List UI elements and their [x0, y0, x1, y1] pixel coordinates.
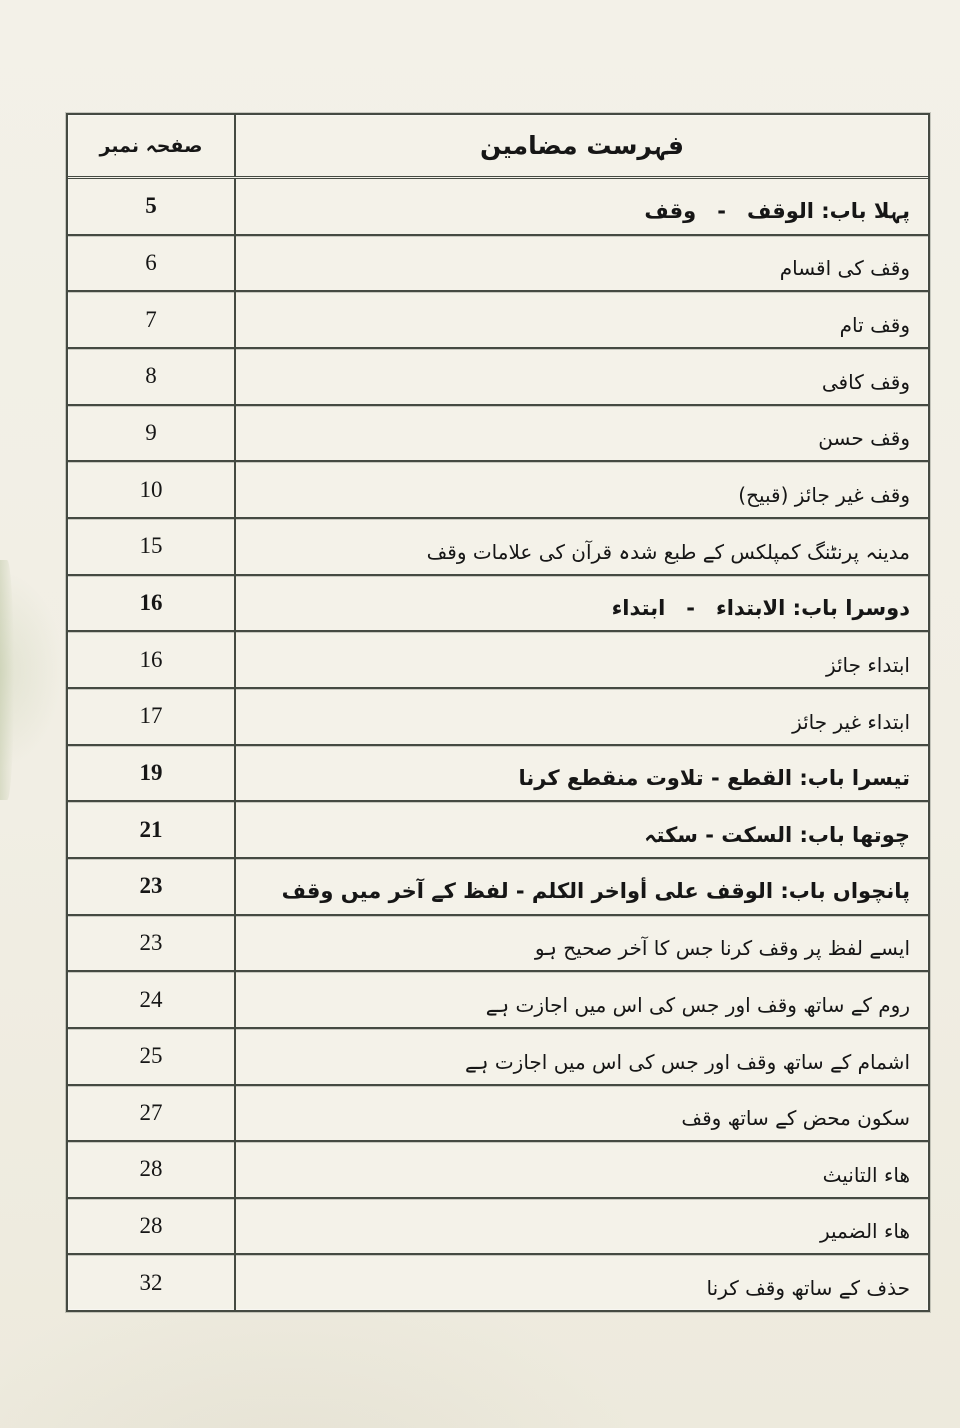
toc-page-number: 21 [68, 802, 236, 857]
toc-page-number: 10 [68, 462, 236, 517]
toc-page-number: 28 [68, 1142, 236, 1197]
toc-page-number: 17 [68, 689, 236, 744]
toc-page-number: 6 [68, 236, 236, 291]
toc-row [68, 406, 928, 463]
toc-entry-title: ھاء الضمیر [819, 1219, 910, 1244]
toc-row [68, 462, 928, 519]
toc-row [68, 1199, 928, 1256]
toc-entry-title: پانچواں باب: الوقف علی أواخر الکلم - لفظ کے آخر میں وقف [281, 879, 910, 904]
toc-row [68, 916, 928, 973]
toc-entry-title: ھاء التانیث [822, 1162, 910, 1187]
toc-page-number: 25 [68, 1029, 236, 1084]
toc-row [68, 292, 928, 349]
toc-row [68, 1029, 928, 1086]
contents-header-label: فہرست مضامین [479, 131, 684, 160]
toc-row [68, 519, 928, 576]
toc-row [68, 1086, 928, 1143]
toc-row [68, 236, 928, 293]
toc-row [68, 859, 928, 916]
toc-page-number: 16 [68, 576, 236, 631]
toc-rows [68, 179, 928, 1310]
toc-header-row [68, 115, 928, 179]
toc-row [68, 349, 928, 406]
toc-page-number: 32 [68, 1255, 236, 1310]
toc-row [68, 746, 928, 803]
toc-page-number: 8 [68, 349, 236, 404]
toc-page-number: 19 [68, 746, 236, 801]
toc-row [68, 576, 928, 633]
toc-entry-title: چوتھا باب: السکت - سکتہ [644, 822, 910, 847]
toc-entry-title: ابتداء جائز [825, 652, 910, 677]
toc-page-number: 28 [68, 1199, 236, 1254]
toc-page-number: 16 [68, 632, 236, 687]
toc-entry-title: روم کے ساتھ وقف اور جس کی اس میں اجازت ہے [485, 992, 910, 1017]
toc-entry-title: وقف کی اقسام [779, 256, 910, 281]
page-number-header-label: صفحہ نمبر [99, 134, 203, 157]
toc-page-number: 7 [68, 292, 236, 347]
toc-entry-title: سکون محض کے ساتھ وقف [681, 1106, 910, 1131]
toc-row [68, 1142, 928, 1199]
toc-page-number: 9 [68, 406, 236, 461]
toc-page-number: 24 [68, 972, 236, 1027]
toc-entry-title: وقف تام [839, 312, 910, 337]
toc-row [68, 972, 928, 1029]
toc-row [68, 632, 928, 689]
toc-page-number: 15 [68, 519, 236, 574]
toc-row [68, 689, 928, 746]
contents-header-cell [236, 115, 928, 176]
toc-entry-title: پہلا باب: الوقف - وقف [644, 199, 910, 224]
scan-edge-artifact [0, 560, 14, 800]
toc-page-number: 23 [68, 859, 236, 914]
toc-row [68, 1255, 928, 1310]
toc-entry-title: وقف حسن [818, 426, 910, 451]
toc-page-number: 23 [68, 916, 236, 971]
toc-entry-title: مدینہ پرنٹنگ کمپلکس کے طبع شدہ قرآن کی علامات وقف [426, 539, 910, 564]
toc-row [68, 802, 928, 859]
toc-entry-title: دوسرا باب: الابتداء - ابتداء [611, 596, 910, 620]
toc-table [66, 113, 930, 1312]
toc-page-number: 5 [68, 179, 236, 234]
toc-entry-title: اشمام کے ساتھ وقف اور جس کی اس میں اجازت ہے [465, 1049, 910, 1074]
toc-entry-title: وقف غیر جائز (قبیح) [738, 482, 910, 507]
toc-entry-title: حذف کے ساتھ وقف کرنا [706, 1276, 910, 1301]
toc-row [68, 179, 928, 236]
page-number-header-cell [68, 115, 236, 176]
toc-entry-title: وقف کافی [821, 369, 910, 394]
toc-entry-title: ایسے لفظ پر وقف کرنا جس کا آخر صحیح ہو [534, 936, 910, 961]
toc-entry-title: ابتداء غیر جائز [792, 709, 910, 734]
toc-page-number: 27 [68, 1086, 236, 1141]
toc-entry-title: تیسرا باب: القطع - تلاوت منقطع کرنا [518, 765, 910, 790]
